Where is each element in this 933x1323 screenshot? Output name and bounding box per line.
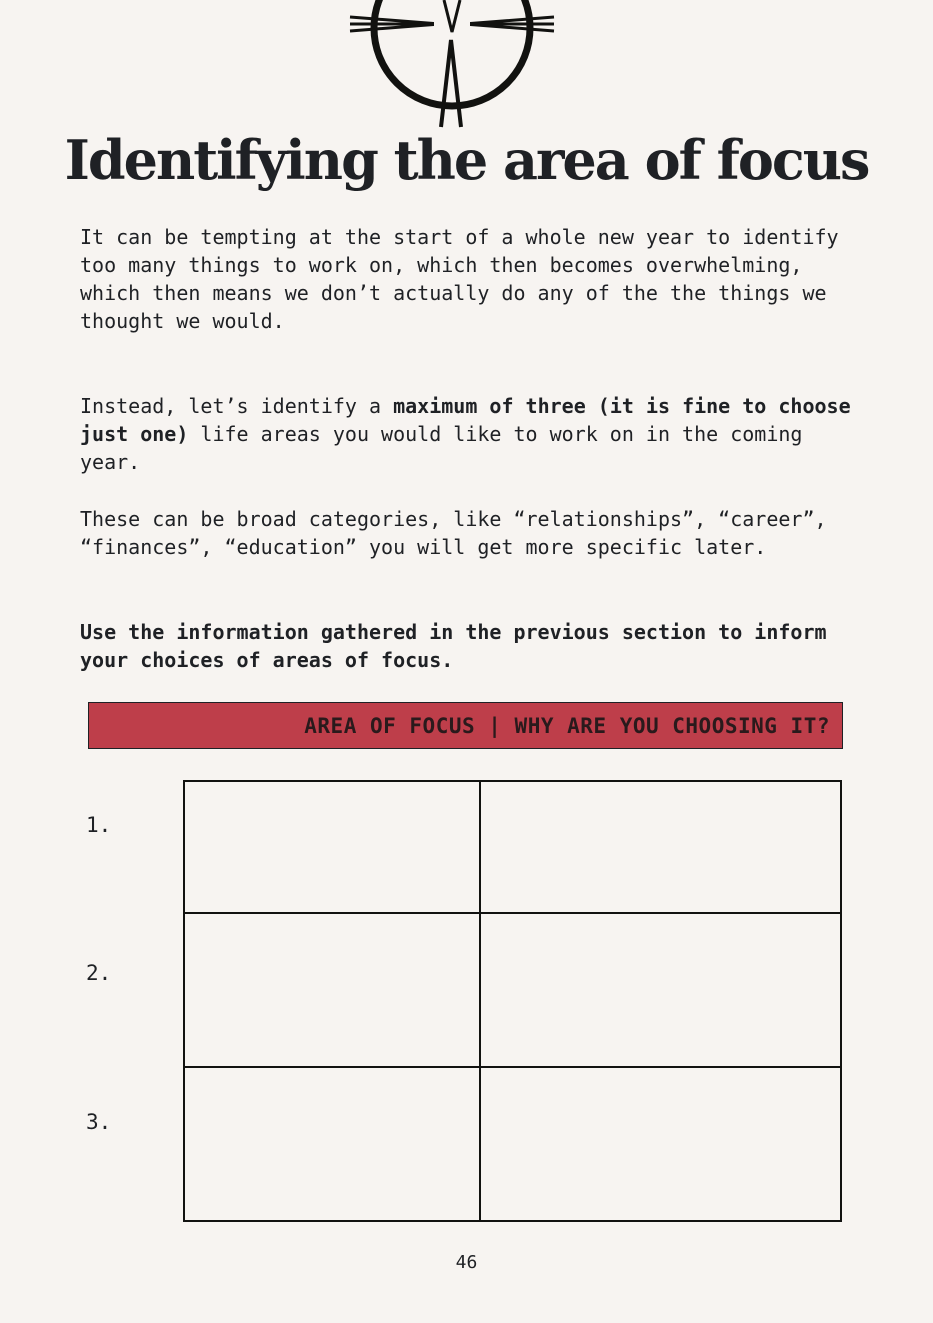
instruction-text-start: Instead, let’s identify a bbox=[80, 394, 394, 418]
focus-table bbox=[183, 780, 842, 1222]
instruction-emphasis: maximum of three (it is fine to choose just one) bbox=[80, 394, 851, 446]
focus-table-grid bbox=[183, 780, 842, 1222]
row-number: 3. bbox=[86, 1110, 112, 1134]
table-header-bar bbox=[88, 702, 843, 749]
guidance-paragraph: Use the information gathered in the previous section to inform your choices of areas of focus. bbox=[80, 620, 827, 672]
row-number: 2. bbox=[86, 961, 112, 985]
instruction-text-end: life areas you would like to work on in the coming year. bbox=[80, 422, 803, 474]
compass-emblem-icon bbox=[348, 0, 556, 130]
intro-paragraph: It can be tempting at the start of a whole new year to identify too many things to work on, which then becomes overwhelming, which then means we don’t actually do any of the the things we thought we would. bbox=[80, 225, 839, 333]
instruction-paragraph bbox=[80, 392, 860, 476]
table-cell[interactable] bbox=[184, 913, 480, 1067]
page-title: Identifying the area of focus bbox=[64, 128, 869, 192]
page-number: 46 bbox=[455, 1252, 478, 1273]
categories-paragraph: These can be broad categories, like “relationships”, “career”, “finances”, “education” you will get more specific later. bbox=[80, 507, 827, 559]
table-cell[interactable] bbox=[480, 1067, 841, 1221]
table-header-label: AREA OF FOCUS | WHY ARE YOU CHOOSING IT? bbox=[304, 713, 830, 738]
row-number: 1. bbox=[86, 813, 112, 837]
table-cell[interactable] bbox=[184, 1067, 480, 1221]
table-cell[interactable] bbox=[480, 913, 841, 1067]
table-cell[interactable] bbox=[480, 781, 841, 913]
table-cell[interactable] bbox=[184, 781, 480, 913]
